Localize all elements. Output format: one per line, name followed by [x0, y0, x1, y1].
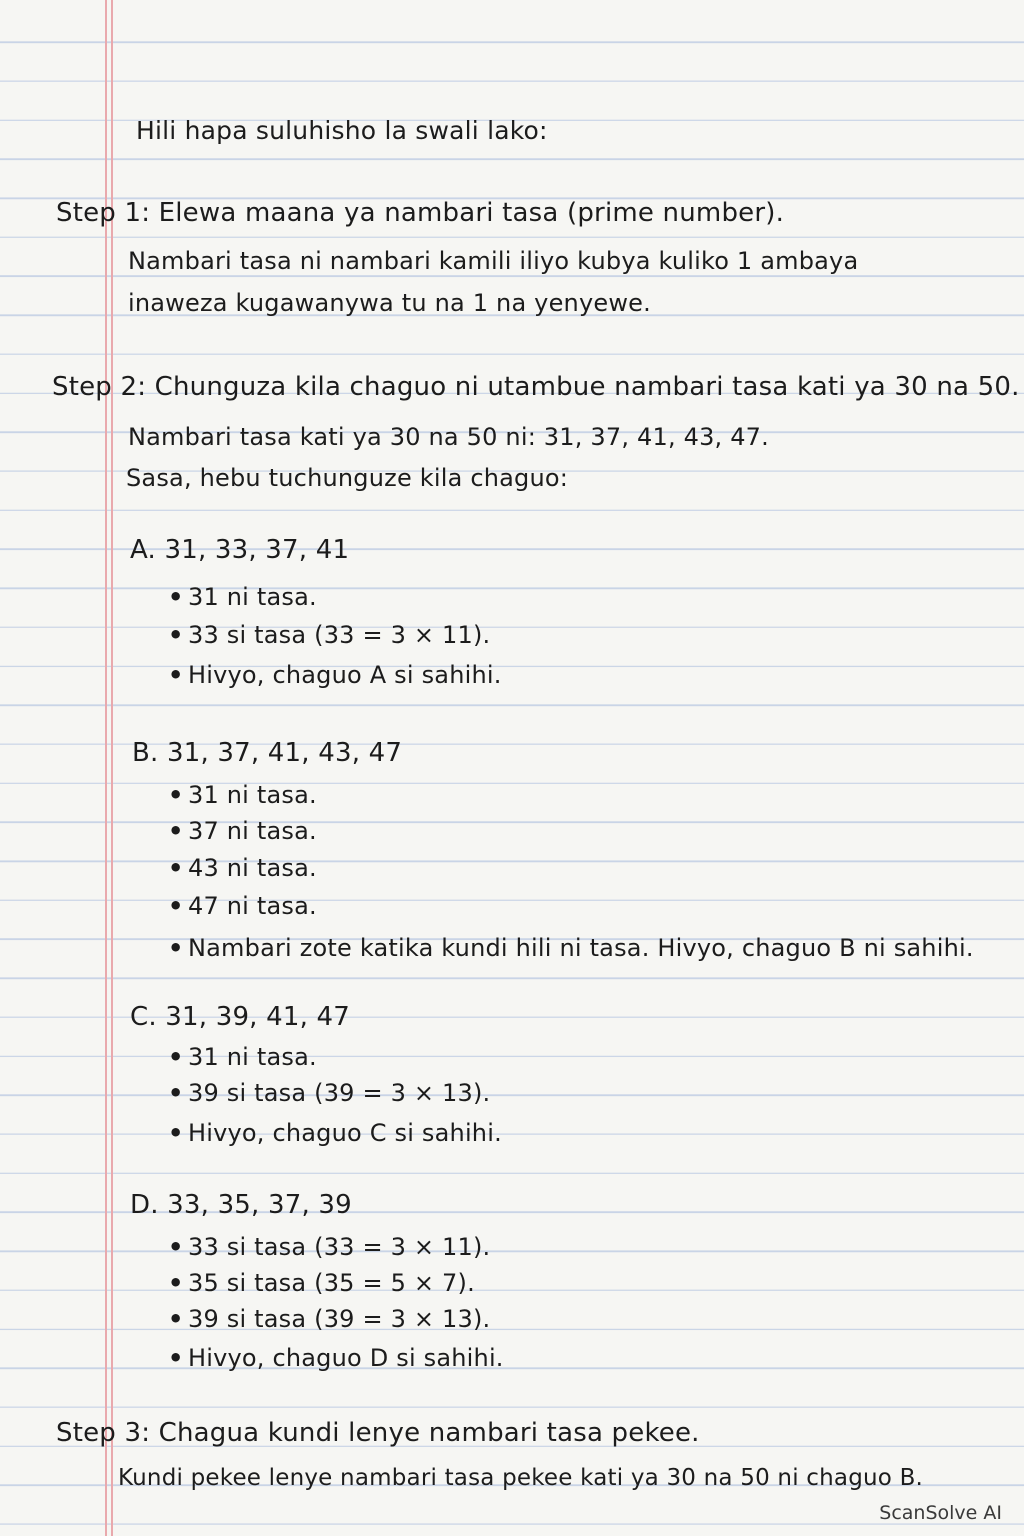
option-b-bullet: • Nambari zote katika kundi hili ni tasa. Hivyo, chaguo B ni sahihi.: [168, 933, 974, 963]
option-a-bullet: • 31 ni tasa.: [168, 582, 317, 612]
option-a-bullet: • 33 si tasa (33 = 3 × 11).: [168, 620, 490, 650]
step1-title: Step 1: Elewa maana ya nambari tasa (prime number).: [56, 198, 785, 228]
intro-text: Hili hapa suluhisho la swali lako:: [136, 116, 548, 145]
option-d-bullet: • Hivyo, chaguo D si sahihi.: [168, 1343, 504, 1373]
option-c-bullet: • 31 ni tasa.: [168, 1042, 317, 1072]
option-d-bullet: • 35 si tasa (35 = 5 × 7).: [168, 1268, 475, 1298]
option-a-title: A. 31, 33, 37, 41: [130, 535, 350, 565]
step2-body-line: Sasa, hebu tuchunguze kila chaguo:: [126, 464, 569, 492]
margin-line: [111, 0, 113, 1536]
option-d-title: D. 33, 35, 37, 39: [130, 1190, 352, 1220]
step2-body-line: Nambari tasa kati ya 30 na 50 ni: 31, 37, 41, 43, 47.: [128, 423, 769, 451]
option-b-bullet: • 37 ni tasa.: [168, 816, 317, 846]
option-b-bullet: • 47 ni tasa.: [168, 891, 317, 921]
option-b-bullet: • 43 ni tasa.: [168, 853, 317, 883]
option-d-bullet: • 39 si tasa (39 = 3 × 13).: [168, 1304, 490, 1334]
option-b-bullet: • 31 ni tasa.: [168, 780, 317, 810]
step1-body-line: inaweza kugawanywa tu na 1 na yenyewe.: [128, 289, 651, 317]
watermark: ScanSolve AI: [879, 1502, 1002, 1524]
step1-body-line: Nambari tasa ni nambari kamili iliyo kubya kuliko 1 ambaya: [128, 247, 859, 275]
step3-title: Step 3: Chagua kundi lenye nambari tasa pekee.: [56, 1418, 700, 1448]
option-c-bullet: • Hivyo, chaguo C si sahihi.: [168, 1118, 502, 1148]
option-c-title: C. 31, 39, 41, 47: [130, 1002, 351, 1032]
step2-title: Step 2: Chunguza kila chaguo ni utambue nambari tasa kati ya 30 na 50.: [52, 372, 1020, 402]
option-d-bullet: • 33 si tasa (33 = 3 × 11).: [168, 1232, 490, 1262]
option-a-bullet: • Hivyo, chaguo A si sahihi.: [168, 660, 502, 690]
option-b-title: B. 31, 37, 41, 43, 47: [132, 738, 403, 768]
margin-line: [105, 0, 107, 1536]
option-c-bullet: • 39 si tasa (39 = 3 × 13).: [168, 1078, 490, 1108]
step3-body: Kundi pekee lenye nambari tasa pekee kati ya 30 na 50 ni chaguo B.: [118, 1465, 924, 1491]
